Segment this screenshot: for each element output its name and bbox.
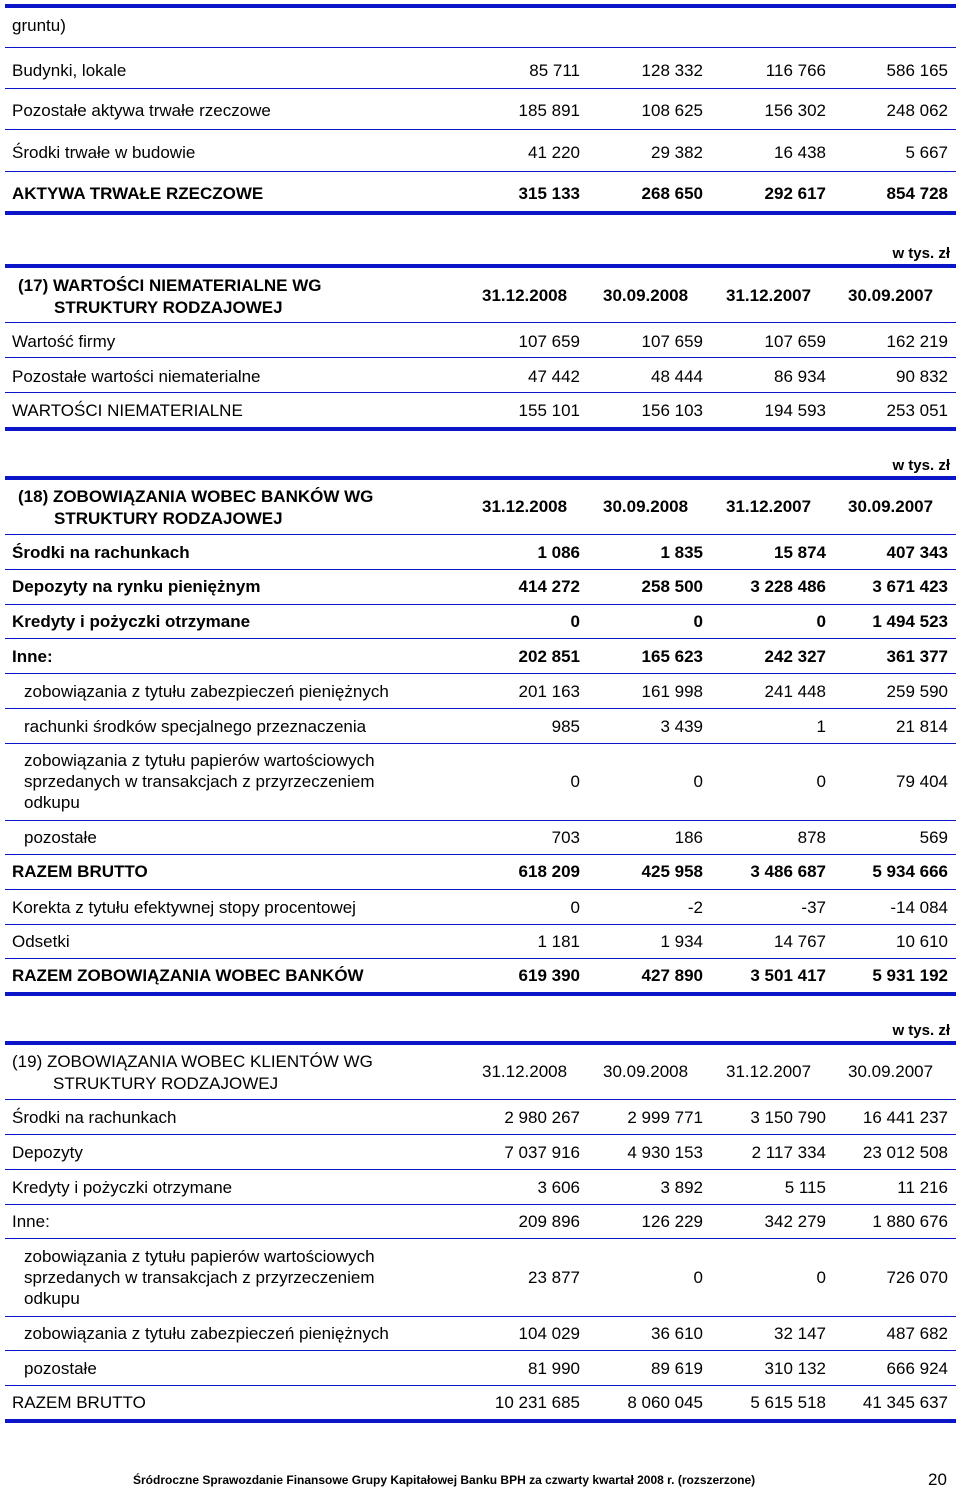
section-bottom-border — [5, 1419, 956, 1423]
total-row: RAZEM ZOBOWIĄZANIA WOBEC BANKÓW 619 390 427 890 3 501 417 5 931 192 — [12, 966, 948, 985]
divider — [5, 1169, 956, 1170]
table-row: pozostałe 703 186 878 569 — [24, 828, 948, 847]
divider — [5, 534, 956, 535]
table-row: Pozostałe wartości niematerialne 47 442 48 444 86 934 90 832 — [12, 367, 948, 386]
table-row: Pozostałe aktywa trwałe rzeczowe 185 891 108 625 156 302 248 062 — [12, 101, 948, 120]
section-title: (18) ZOBOWIĄZANIA WOBEC BANKÓW WG STRUKTURY RODZAJOWEJ — [18, 487, 374, 528]
table-row: Odsetki 1 181 1 934 14 767 10 610 — [12, 932, 948, 951]
table-row: Depozyty 7 037 916 4 930 153 2 117 334 23 012 508 — [12, 1143, 948, 1162]
table-row: zobowiązania z tytułu zabezpieczeń pieniężnych 201 163 161 998 241 448 259 590 — [24, 682, 948, 701]
divider — [5, 129, 956, 130]
column-headers: 31.12.2008 30.09.2008 31.12.2007 30.09.2007 — [482, 286, 934, 305]
divider — [5, 171, 956, 172]
divider — [5, 889, 956, 890]
multiline-label: zobowiązania z tytułu papierów wartościowych sprzedanych w transakcjach z przyrzeczeniem odkupu — [24, 751, 375, 812]
column-headers: 31.12.2008 30.09.2008 31.12.2007 30.09.2007 — [482, 1062, 934, 1081]
divider — [5, 1350, 956, 1351]
divider — [5, 1238, 956, 1239]
unit-label: w tys. zł — [892, 1022, 950, 1039]
table-row: 0 0 0 79 404 — [570, 772, 948, 791]
top-border — [5, 4, 956, 8]
divider — [5, 820, 956, 821]
table-row: Inne: 202 851 165 623 242 327 361 377 — [12, 647, 948, 666]
table-row: Środki na rachunkach 2 980 267 2 999 771 3 150 790 16 441 237 — [12, 1108, 948, 1127]
divider — [5, 1204, 956, 1205]
divider — [5, 322, 956, 323]
table-row: Środki trwałe w budowie 41 220 29 382 16 438 5 667 — [12, 143, 948, 162]
divider — [5, 88, 956, 89]
total-row: AKTYWA TRWAŁE RZECZOWE 315 133 268 650 292 617 854 728 — [12, 184, 948, 203]
fragment-text: gruntu) — [12, 16, 66, 35]
table-row: 23 877 0 0 726 070 — [528, 1268, 948, 1287]
divider — [5, 708, 956, 709]
section-bottom-border — [5, 992, 956, 996]
section-title: (17) WARTOŚCI NIEMATERIALNE WG STRUKTURY RODZAJOWEJ — [18, 276, 322, 317]
column-headers: 31.12.2008 30.09.2008 31.12.2007 30.09.2007 — [482, 497, 934, 516]
table-row: Wartość firmy 107 659 107 659 107 659 162 219 — [12, 332, 948, 351]
divider — [5, 47, 956, 48]
table-row: Budynki, lokale 85 711 128 332 116 766 586 165 — [12, 61, 948, 80]
section-bottom-border — [5, 427, 956, 431]
divider — [5, 604, 956, 605]
divider — [5, 958, 956, 959]
section-top-border — [5, 476, 956, 480]
multiline-label: zobowiązania z tytułu papierów wartościowych sprzedanych w transakcjach z przyrzeczeniem odkupu — [24, 1247, 375, 1308]
table-row: Kredyty i pożyczki otrzymane 3 606 3 892 5 115 11 216 — [12, 1178, 948, 1197]
table-row: pozostałe 81 990 89 619 310 132 666 924 — [24, 1359, 948, 1378]
total-row: WARTOŚCI NIEMATERIALNE 155 101 156 103 194 593 253 051 — [12, 401, 948, 420]
page-number: 20 — [928, 1470, 947, 1489]
table-row: zobowiązania z tytułu zabezpieczeń pieniężnych 104 029 36 610 32 147 487 682 — [24, 1324, 948, 1343]
section-bottom-border — [5, 211, 956, 215]
total-row: RAZEM BRUTTO 10 231 685 8 060 045 5 615 518 41 345 637 — [12, 1393, 948, 1412]
table-row: Inne: 209 896 126 229 342 279 1 880 676 — [12, 1212, 948, 1231]
unit-label: w tys. zł — [892, 457, 950, 474]
table-row: Środki na rachunkach 1 086 1 835 15 874 407 343 — [12, 543, 948, 562]
divider — [5, 743, 956, 744]
divider — [5, 854, 956, 855]
table-row: Kredyty i pożyczki otrzymane 0 0 0 1 494 523 — [12, 612, 948, 631]
divider — [5, 357, 956, 358]
divider — [5, 638, 956, 639]
page-footer: Śródroczne Sprawozdanie Finansowe Grupy Kapitałowej Banku BPH za czwarty kwartał 2008 r. (rozszerzone) — [133, 1473, 756, 1487]
divider — [5, 924, 956, 925]
section-title: (19) ZOBOWIĄZANIA WOBEC KLIENTÓW WG STRUKTURY RODZAJOWEJ — [12, 1052, 373, 1093]
section-top-border — [5, 1041, 956, 1045]
total-row: RAZEM BRUTTO 618 209 425 958 3 486 687 5 934 666 — [12, 862, 948, 881]
divider — [5, 1134, 956, 1135]
table-row: Depozyty na rynku pieniężnym 414 272 258 500 3 228 486 3 671 423 — [12, 577, 948, 596]
table-row: rachunki środków specjalnego przeznaczenia 985 3 439 1 21 814 — [24, 717, 948, 736]
divider — [5, 569, 956, 570]
divider — [5, 1385, 956, 1386]
unit-label: w tys. zł — [892, 245, 950, 262]
section-top-border — [5, 264, 956, 268]
divider — [5, 392, 956, 393]
divider — [5, 1099, 956, 1100]
table-row: Korekta z tytułu efektywnej stopy procentowej 0 -2 -37 -14 084 — [12, 898, 948, 917]
divider — [5, 673, 956, 674]
divider — [5, 1316, 956, 1317]
